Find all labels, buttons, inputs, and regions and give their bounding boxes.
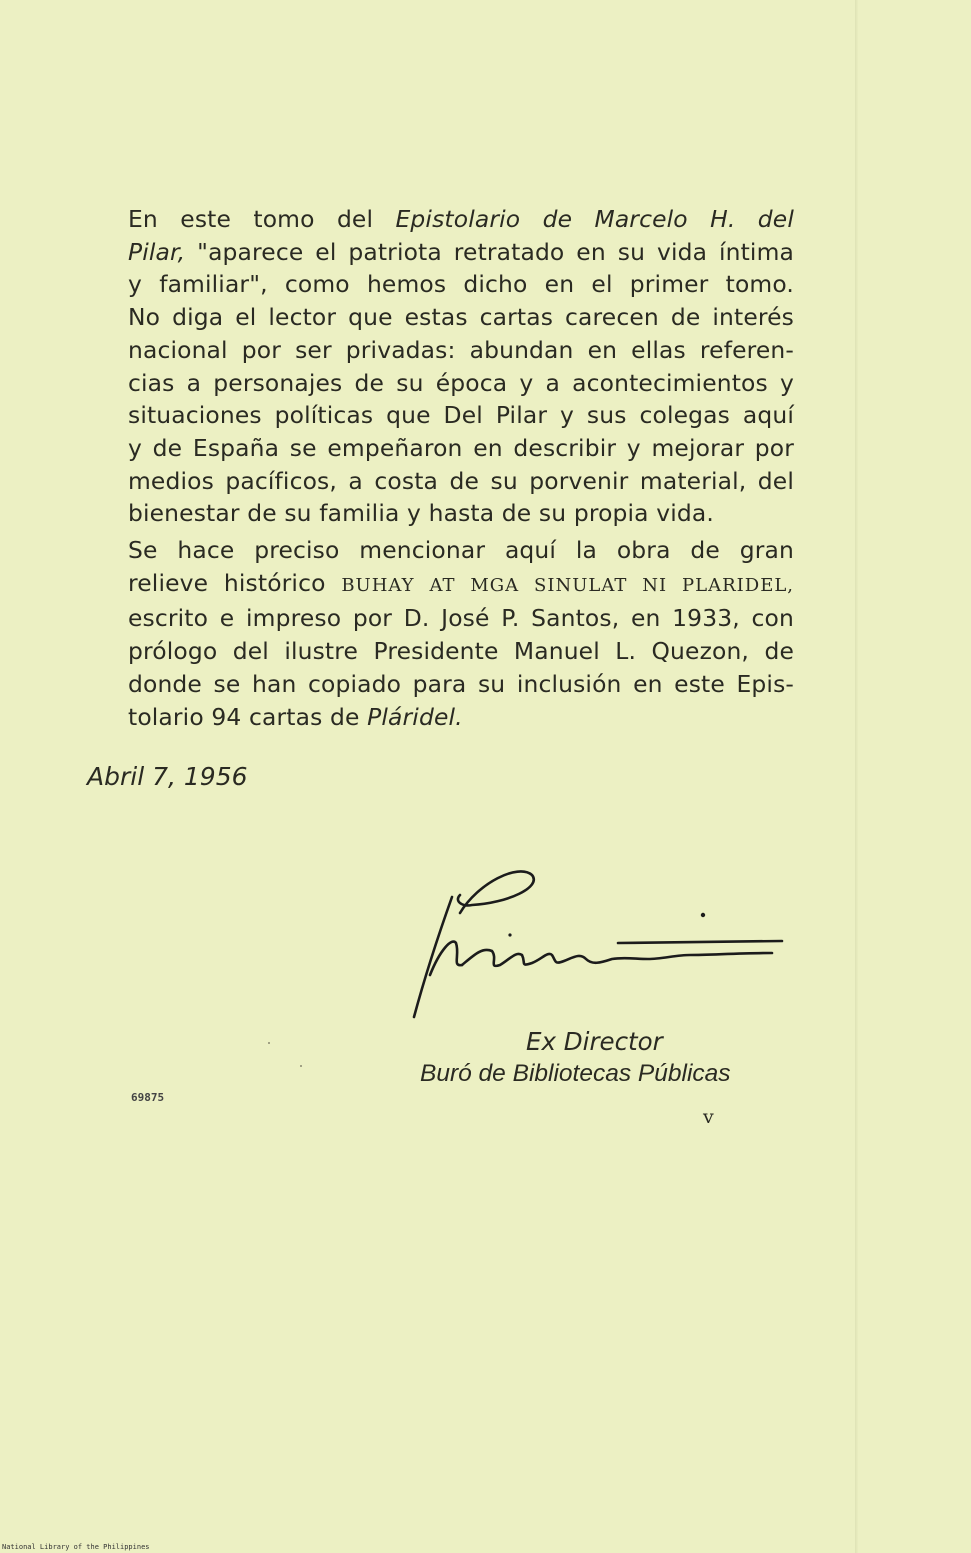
footer-credit: National Library of the Philippines [2, 1543, 150, 1551]
text-line: medios pacíficos, a costa de su porvenir material, del [128, 466, 794, 495]
text-line: prólogo del ilustre Presidente Manuel L. Quezon, de [128, 637, 794, 666]
text-line: y de España se empeñaron en describir y mejorar por [128, 433, 794, 462]
paper-speck [300, 1065, 302, 1067]
text-span: "aparece el patriota retratado en su vida íntima [185, 237, 794, 266]
text-line: Se hace preciso mencionar aquí la obra de gran [128, 536, 794, 565]
book-title: Epistolario de Marcelo H. del [395, 205, 794, 233]
text-line: cias a personajes de su época y a acontecimientos y [128, 368, 794, 397]
inventory-number: 69875 [131, 1091, 165, 1104]
date: Abril 7, 1956 [87, 762, 248, 791]
paragraph-1 [87, 203, 794, 530]
page-number: v [703, 1106, 714, 1128]
author-name: Pláridel. [367, 702, 463, 731]
text-line [87, 567, 794, 603]
text-span: relieve histórico [128, 568, 342, 597]
signatory-title: Ex Director [526, 1027, 663, 1056]
text-line [87, 236, 794, 269]
text-line [87, 701, 794, 734]
text-span: En este tomo del [128, 205, 396, 233]
signatory-office: Buró de Bibliotecas Públicas [420, 1060, 731, 1087]
book-title: Pilar, [128, 237, 186, 266]
text-line: No diga el lector que estas cartas carecen de interés [128, 303, 794, 332]
text-line: situaciones políticas que Del Pilar y sus colegas aquí [128, 401, 794, 430]
book-title-smallcaps: BUHAY AT MGA SINULAT NI PLARIDEL, [341, 574, 795, 596]
text-line [87, 203, 794, 236]
text-line: nacional por ser privadas: abundan en ellas referen- [128, 335, 794, 364]
paper-speck [268, 1042, 270, 1044]
body-text [87, 203, 794, 733]
handwritten-signature [400, 855, 800, 1025]
paragraph-2 [87, 534, 794, 733]
text-line: y familiar", como hemos dicho en el primer tomo. [128, 270, 794, 299]
page-edge [855, 0, 858, 1553]
text-line: escrito e impreso por D. José P. Santos, en 1933, con [128, 604, 794, 633]
text-span: tolario 94 cartas de [128, 702, 368, 731]
text-line: donde se han copiado para su inclusión en este Epis- [128, 669, 794, 698]
text-line: bienestar de su familia y hasta de su propia vida. [128, 499, 714, 528]
